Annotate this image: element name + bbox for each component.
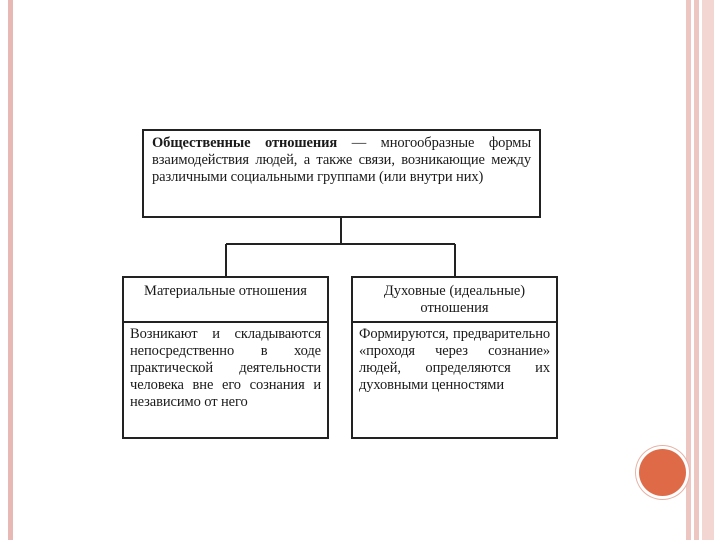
branch-description-spiritual: [351, 321, 558, 439]
branch-title-text: Материальные отношения: [144, 283, 307, 299]
root-definition: — многообразные формы взаимодействия людей, а также связи, возникающие между различными социальными группами (или внутри них): [152, 135, 531, 185]
branch-title-text: Духовные (идеальные) отношения: [383, 283, 526, 316]
root-term: Общественные отношения: [152, 135, 338, 151]
branch-description-text: Формируются, предварительно «проходя через сознание» людей, определяются их духовными ценностями: [359, 326, 550, 393]
branch-title-material: [122, 276, 329, 323]
branch-title-spiritual: [351, 276, 558, 323]
branch-description-text: Возникают и складываются непосредственно в ходе практической деятельности человека вне его сознания и независимо от него: [130, 326, 321, 410]
root-concept-box: [142, 129, 541, 218]
branch-description-material: [122, 321, 329, 439]
